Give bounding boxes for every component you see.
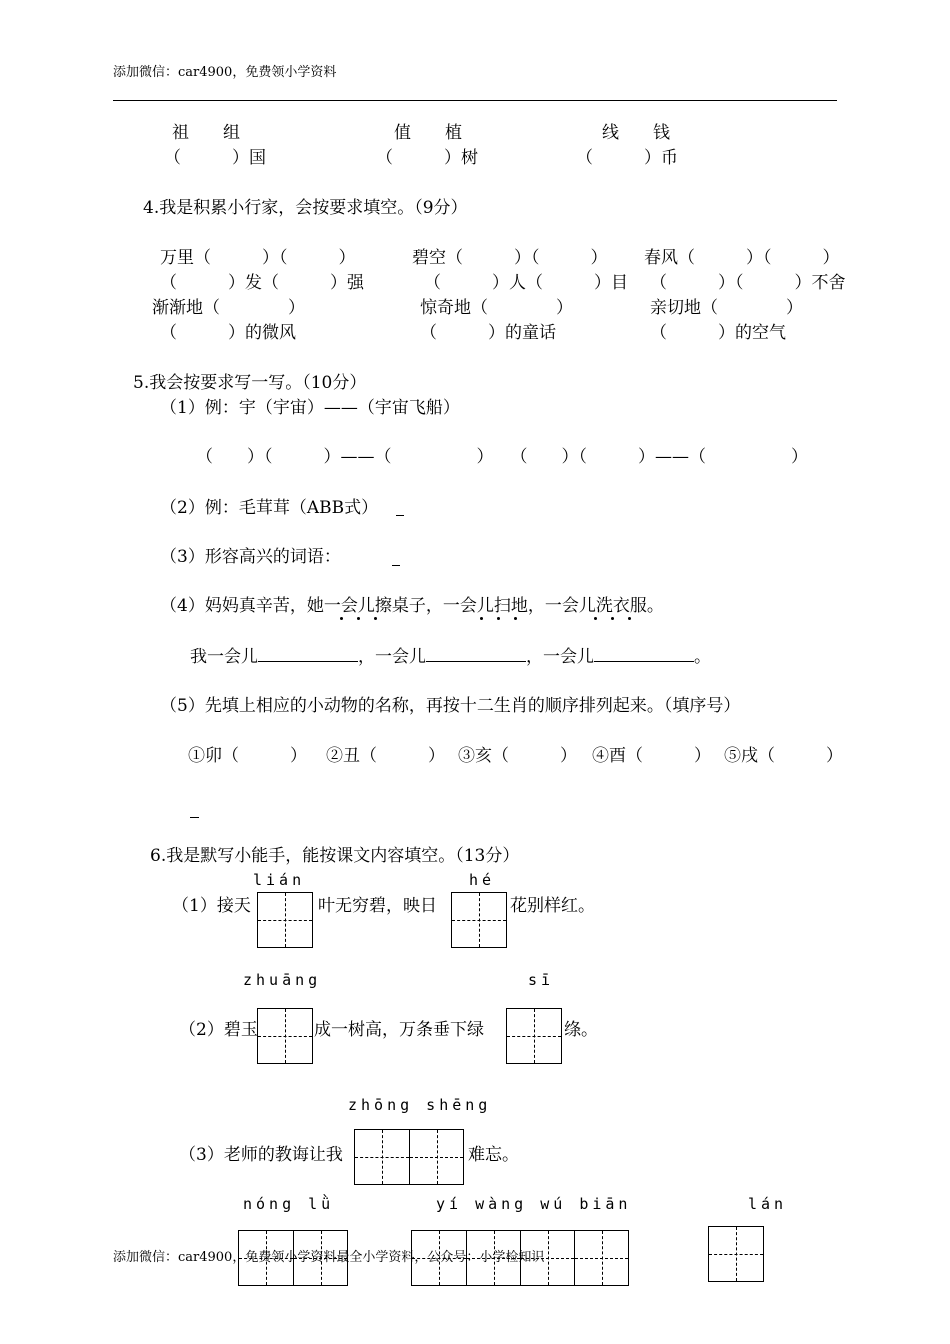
q5-sub4-answer-line: 我一会儿 ，一会儿 ，一会儿 。 xyxy=(190,647,711,667)
word-blank-3: （ ）币 xyxy=(576,148,678,168)
q6-sub2-end: 绦。 xyxy=(564,1020,598,1040)
word-blank-2: （ ）树 xyxy=(376,148,478,168)
word-blank-1: （ ）国 xyxy=(164,148,266,168)
char-box-zhongsheng[interactable] xyxy=(354,1129,464,1185)
word-pair-2: 值 植 xyxy=(394,123,462,143)
pinyin-lan: lán xyxy=(748,1195,788,1213)
q5-sub3: （3）形容高兴的词语： xyxy=(160,547,341,567)
emphasis-dot xyxy=(514,617,517,620)
q5-sub1: （1）例：宇（宇宙）——（宇宙飞船） xyxy=(160,398,460,418)
q6-sub3-end: 难忘。 xyxy=(468,1145,519,1165)
q6-sub2-mid: 成一树高，万条垂下绿 xyxy=(314,1020,484,1040)
emphasis-dot xyxy=(374,617,377,620)
pinyin-nonglu: nóng lǜ xyxy=(243,1195,335,1213)
char-box-lan[interactable] xyxy=(708,1226,764,1282)
q4-r3c3: 亲切地（ ） xyxy=(650,298,803,318)
emphasis-dot xyxy=(611,617,614,620)
char-box-si[interactable] xyxy=(506,1008,562,1064)
q6-sub1-end: 花别样红。 xyxy=(510,896,595,916)
q6-sub2-start: （2）碧玉 xyxy=(179,1020,258,1040)
q4-r1c2: 碧空（ ）（ ） xyxy=(412,248,608,268)
blank-line[interactable] xyxy=(594,661,694,662)
q4-r1c3: 春风（ ）（ ） xyxy=(644,248,840,268)
emphasis-dot xyxy=(480,617,483,620)
q4-r4c3: （ ）的空气 xyxy=(650,323,786,343)
animal-5: ⑤戌（ ） xyxy=(724,746,843,766)
pinyin-yiwangwubian: yí wàng wú biān xyxy=(436,1195,632,1213)
q4-r4c1: （ ）的微风 xyxy=(160,323,296,343)
char-box-zhuang[interactable] xyxy=(257,1008,313,1064)
q4-r2c2: （ ）人（ ）目 xyxy=(424,273,628,293)
q5-sub2-answer-line xyxy=(396,515,404,516)
header-text: 添加微信：car4900，免费领小学资料 xyxy=(113,65,337,80)
emphasis-dot xyxy=(357,617,360,620)
emphasis-dot xyxy=(340,617,343,620)
q4-r2c1: （ ）发（ ）强 xyxy=(160,273,364,293)
animal-1: ①卯（ ） xyxy=(188,746,307,766)
q4-r4c2: （ ）的童话 xyxy=(420,323,556,343)
emphasis-dot xyxy=(497,617,500,620)
q5-sub3-answer-line xyxy=(392,565,400,566)
char-box-lian[interactable] xyxy=(257,892,313,948)
q5-sub1-blanks: （ ）（ ）——（ ） （ ）（ ）——（ ） xyxy=(196,447,808,467)
q4-title: 4.我是积累小行家，会按要求填空。（9分） xyxy=(143,198,468,218)
pinyin-he: hé xyxy=(469,871,496,889)
q5-sub4: （4）妈妈真辛苦，她一会儿擦桌子，一会儿扫地，一会儿洗衣服。 xyxy=(160,596,664,616)
q5-sub2: （2）例：毛茸茸（ABB式） xyxy=(160,498,379,518)
q6-title: 6.我是默写小能手，能按课文内容填空。（13分） xyxy=(150,846,520,866)
pinyin-zhongsheng: zhōng shēng xyxy=(348,1096,492,1114)
animal-3: ③亥（ ） xyxy=(458,746,577,766)
q4-r2c3: （ ）（ ）不舍 xyxy=(650,273,846,293)
pinyin-si: sī xyxy=(528,971,555,989)
pinyin-lian: lián xyxy=(253,871,306,889)
q4-r1c1: 万里（ ）（ ） xyxy=(160,248,356,268)
char-box-he[interactable] xyxy=(451,892,507,948)
pinyin-zhuang: zhuāng xyxy=(243,971,322,989)
emphasis-dot xyxy=(594,617,597,620)
animal-4: ④酉（ ） xyxy=(592,746,711,766)
word-pair-1: 祖 组 xyxy=(172,123,240,143)
q5-sub5-answer-line xyxy=(190,817,199,818)
footer-text: 添加微信：car4900，免费领小学资料最全小学资料，公众号：小学检知识 xyxy=(113,1250,545,1265)
q6-sub1-start: （1）接天 xyxy=(172,896,251,916)
word-pair-3: 线 钱 xyxy=(602,123,670,143)
q4-r3c1: 渐渐地（ ） xyxy=(152,298,305,318)
q5-title: 5.我会按要求写一写。（10分） xyxy=(133,373,367,393)
blank-line[interactable] xyxy=(258,661,358,662)
q5-sub5: （5）先填上相应的小动物的名称，再按十二生肖的顺序排列起来。（填序号） xyxy=(160,696,741,716)
q6-sub3-start: （3）老师的教诲让我 xyxy=(179,1145,343,1165)
header-divider xyxy=(113,100,837,101)
animal-2: ②丑（ ） xyxy=(326,746,445,766)
blank-line[interactable] xyxy=(426,661,526,662)
q4-r3c2: 惊奇地（ ） xyxy=(420,298,573,318)
emphasis-dot xyxy=(628,617,631,620)
q6-sub1-mid: 叶无穷碧，映日 xyxy=(318,896,437,916)
